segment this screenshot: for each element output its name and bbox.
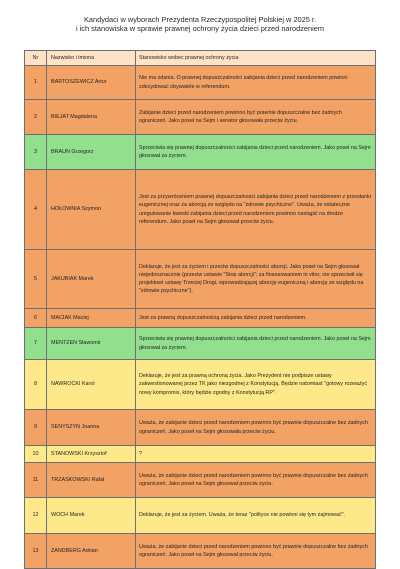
header-nr: Nr <box>25 51 47 66</box>
candidate-name: ZANDBERG Adrian <box>47 534 136 569</box>
candidate-position: ? <box>136 446 376 463</box>
row-number: 2 <box>25 100 47 135</box>
candidate-position: Uważa, że zabijanie dzieci przed narodzeniem powinno być prawnie dopuszczalne bez żadnych ograniczeń. Jako poseł na Sejm głosował przeciw życiu. <box>136 463 376 498</box>
table-row <box>25 100 376 135</box>
candidate-name: MENTZEN Sławomir <box>47 328 136 360</box>
candidate-position: Uważa, że zabijanie dzieci przed narodzeniem powinno być prawnie dopuszczalne bez żadnych ograniczeń. Jako poseł na Sejm głosowała przeciw życiu. <box>136 410 376 446</box>
table-row <box>25 446 376 463</box>
row-number: 7 <box>25 328 47 360</box>
candidates-table <box>24 50 376 569</box>
table-row <box>25 66 376 100</box>
candidate-name: SENYSZYN Joanna <box>47 410 136 446</box>
row-number: 9 <box>25 410 47 446</box>
table-row <box>25 463 376 498</box>
candidate-name: MACIAK Maciej <box>47 309 136 328</box>
header-name: Nazwisko i imiona <box>47 51 136 66</box>
table-row <box>25 498 376 534</box>
table-row <box>25 534 376 569</box>
table-row <box>25 135 376 170</box>
table-row <box>25 309 376 328</box>
candidate-position: Deklaruje, że jest za prawną ochroną życia. Jako Prezydent nie podpisze ustawy zakwestionowanej przez TK jako niezgodnej z Konstytucją. Będzie natomiast "gotowy rozważyć nowy kompromis, który będzie zgodny z Konstytucją RP". <box>136 360 376 410</box>
table-row <box>25 250 376 309</box>
candidate-position: Zabijanie dzieci przed narodzeniem powinno być prawnie dopuszczalne bez żadnych ograniczeń. Jako poseł na Sejm i senator głosowała przeciw życiu. <box>136 100 376 135</box>
candidate-position: Jest za przywróceniem prawnej dopuszczalności zabijania dzieci przed narodzeniem z przesłanki eugenicznej oraz za aborcją ze względu na "zdrowie psychiczne". Uważa, że ostateczne uregulowanie kwestii zabijania dzieci przed narodzeniem powinno nastąpić na drodze referendum. Jako poseł na Sejm głosował przeciw życiu. <box>136 170 376 250</box>
candidate-position: Sprzeciwia się prawnej dopuszczalności zabijania dzieci przed narodzeniem. Jako poseł na Sejm głosował za życiem. <box>136 135 376 170</box>
candidate-name: BRAUN Grzegorz <box>47 135 136 170</box>
candidate-name: TRZASKOWSKI Rafał <box>47 463 136 498</box>
row-number: 1 <box>25 66 47 100</box>
title-line-1: Kandydaci w wyborach Prezydenta Rzeczypospolitej Polskiej w 2025 r. <box>83 15 317 24</box>
candidate-position: Deklaruje, że jest za życiem i przeciw dopuszczalności aborcji. Jako poseł na Sejm głosował niejednoznacznie (przeciw ustawie "Stop aborcji"; za finansowaniem in vitro; nie sprzeciwił się projektowi ustawy Trzeciej Drogi, wprowadzającej aborcję eugeniczną i aborcję ze względu na "zdrowie psychiczne"). <box>136 250 376 309</box>
row-number: 12 <box>25 498 47 534</box>
candidate-name: JAKUBIAK Marek <box>47 250 136 309</box>
candidate-name: STANOWSKI Krzysztof <box>47 446 136 463</box>
header-position: Stanowisko wobec prawnej ochrony życia <box>136 51 376 66</box>
candidate-name: WOCH Marek <box>47 498 136 534</box>
table-row <box>25 410 376 446</box>
candidate-name: BIEJAT Magdalena <box>47 100 136 135</box>
document-title <box>0 15 400 34</box>
table-row <box>25 170 376 250</box>
row-number: 11 <box>25 463 47 498</box>
row-number: 6 <box>25 309 47 328</box>
candidate-position: Sprzeciwia się prawnej dopuszczalności zabijania dzieci przed narodzeniem. Jako poseł na Sejm głosował za życiem. <box>136 328 376 360</box>
candidate-position: Nie ma zdania. O prawnej dopuszczalności zabijania dzieci przed narodzeniem powinni zdecydować obywatele w referendum. <box>136 66 376 100</box>
table-header-row <box>25 51 376 66</box>
table-row <box>25 360 376 410</box>
candidate-position: Jest za prawną dopuszczalnością zabijania dzieci przed narodzeniem. <box>136 309 376 328</box>
candidate-position: Deklaruje, że jest za życiem. Uważa, że teraz "polityce nie powinni się tym zajmować". <box>136 498 376 534</box>
row-number: 5 <box>25 250 47 309</box>
row-number: 13 <box>25 534 47 569</box>
title-line-2: i ich stanowiska w sprawie prawnej ochrony życia dzieci przed narodzeniem <box>75 24 325 34</box>
candidate-name: NAWROCKI Karol <box>47 360 136 410</box>
row-number: 4 <box>25 170 47 250</box>
candidate-name: HOŁOWNIA Szymon <box>47 170 136 250</box>
candidate-position: Uważa, że zabijanie dzieci przed narodzeniem powinno być prawnie dopuszczalne bez żadnych ograniczeń. Jako poseł na Sejm głosował przeciw życiu. <box>136 534 376 569</box>
table-row <box>25 328 376 360</box>
row-number: 8 <box>25 360 47 410</box>
row-number: 10 <box>25 446 47 463</box>
row-number: 3 <box>25 135 47 170</box>
candidate-name: BARTOSZEWICZ Artur <box>47 66 136 100</box>
